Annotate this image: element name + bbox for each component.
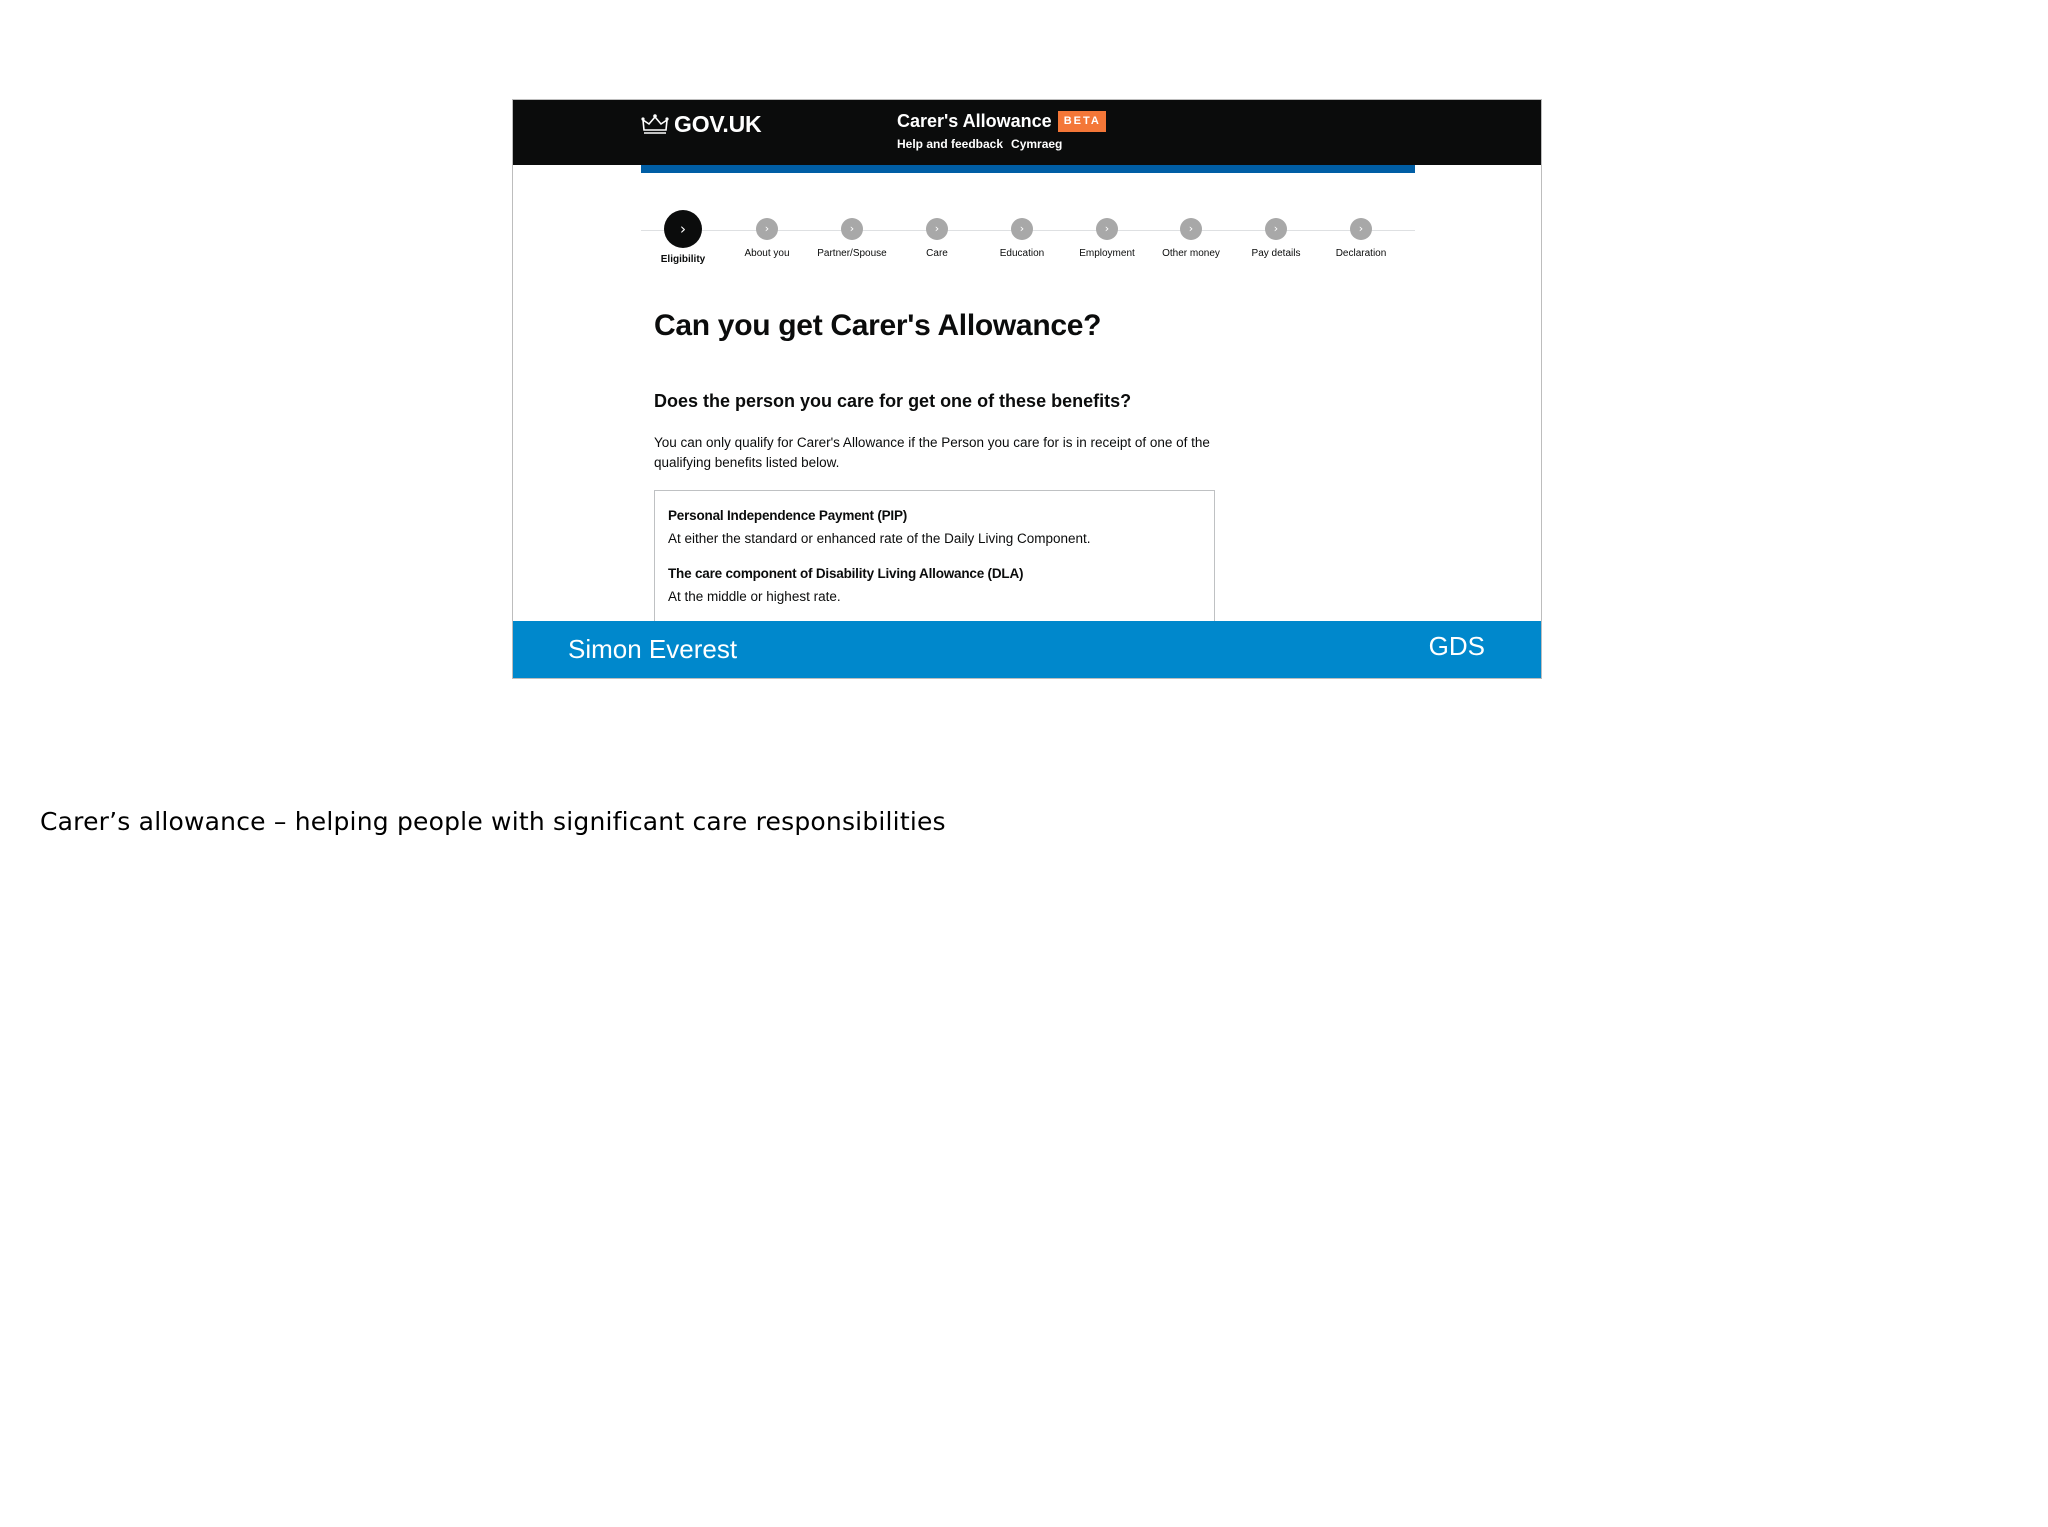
question-heading: Does the person you care for get one of these benefits? (654, 391, 1132, 411)
chevron-right-icon: › (1180, 218, 1202, 240)
step-label: Education (999, 248, 1045, 259)
step-education[interactable] (977, 210, 1067, 260)
step-label: Partner/Spouse (817, 248, 887, 259)
benefit-title: Personal Independence Payment (PIP) (668, 508, 908, 523)
presenter-organisation: GDS (1428, 631, 1485, 661)
chevron-right-icon: › (1011, 218, 1033, 240)
step-label: Employment (1079, 248, 1135, 259)
page-title: Can you get Carer's Allowance? (654, 309, 1102, 342)
list-item (668, 565, 1201, 606)
intro-text: You can only qualify for Carer's Allowance if the Person you care for is in receipt of one of the qualifying benefits listed below. (654, 435, 1210, 470)
step-pay-details[interactable] (1231, 210, 1321, 260)
step-label: About you (744, 248, 790, 259)
list-item (668, 507, 1201, 548)
step-about-you[interactable] (722, 210, 812, 260)
chevron-right-icon: › (1265, 218, 1287, 240)
header-blue-bar (641, 165, 1415, 173)
step-other-money[interactable] (1146, 210, 1236, 260)
presenter-bar (513, 621, 1541, 678)
slide-screenshot (512, 99, 1542, 679)
step-label: Care (926, 248, 948, 259)
chevron-right-icon: › (1350, 218, 1372, 240)
benefit-description: At the middle or highest rate. (668, 589, 841, 604)
cymraeg-link[interactable]: Cymraeg (1011, 137, 1063, 151)
step-declaration[interactable] (1316, 210, 1406, 260)
chevron-right-icon: › (1096, 218, 1118, 240)
step-employment[interactable] (1062, 210, 1152, 260)
chevron-right-icon: › (664, 210, 702, 248)
chevron-right-icon: › (926, 218, 948, 240)
step-label: Pay details (1251, 248, 1301, 259)
govuk-logo-text: GOV.UK (674, 111, 762, 137)
step-label: Other money (1162, 248, 1220, 259)
govuk-header (513, 100, 1541, 165)
benefit-description: At either the standard or enhanced rate of the Daily Living Component. (668, 531, 1091, 546)
beta-tag: BETA (1058, 111, 1106, 132)
step-label: Eligibility (660, 254, 706, 265)
presenter-name: Simon Everest (568, 634, 738, 664)
chevron-right-icon: › (756, 218, 778, 240)
step-eligibility[interactable] (638, 210, 728, 266)
header-links (897, 136, 1106, 152)
service-name[interactable]: Carer's Allowance (897, 111, 1052, 131)
slide-caption: Carer’s allowance – helping people with significant care responsibilities (40, 807, 946, 836)
help-and-feedback-link[interactable]: Help and feedback (897, 137, 1004, 151)
govuk-logo[interactable] (641, 110, 761, 138)
benefit-title: The care component of Disability Living Allowance (DLA) (668, 566, 1024, 581)
step-label: Declaration (1335, 248, 1387, 259)
step-partner-spouse[interactable] (807, 210, 897, 260)
chevron-right-icon: › (841, 218, 863, 240)
crown-icon (641, 113, 669, 135)
progress-steps (641, 210, 1415, 270)
step-care[interactable] (892, 210, 982, 260)
service-block (897, 109, 1106, 152)
